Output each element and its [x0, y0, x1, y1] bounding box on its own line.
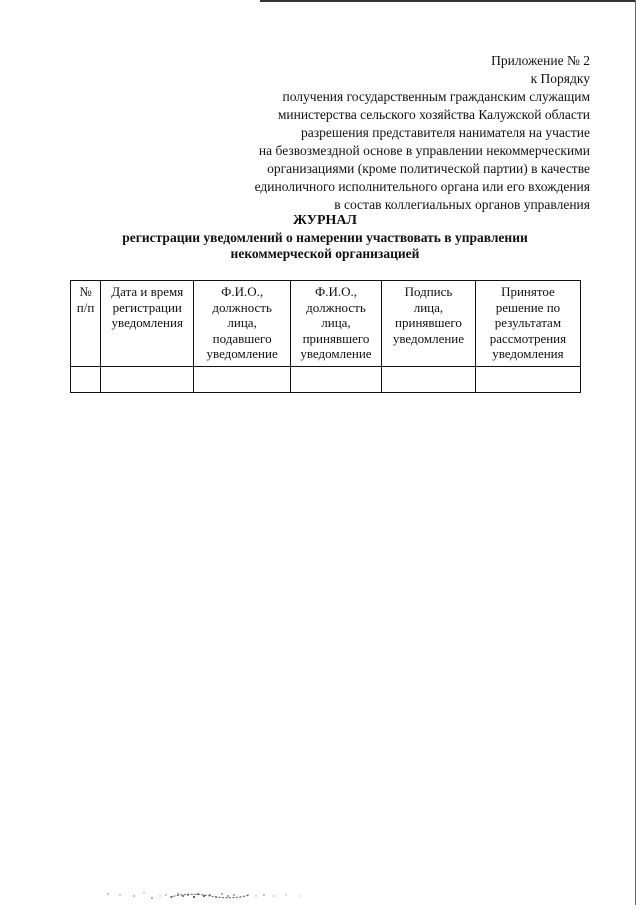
- header-text: Ф.И.О.,: [314, 284, 357, 299]
- header-text: Принятое: [501, 284, 555, 299]
- header-text: принявшего: [395, 315, 462, 330]
- header-text: уведомление: [300, 346, 372, 361]
- table-cell: [382, 366, 476, 392]
- header-text: лица,: [413, 299, 444, 315]
- header-text: лица,: [321, 315, 351, 330]
- header-line: разрешения представителя нанимателя на участие: [301, 125, 590, 140]
- header-text: подавшего: [212, 330, 272, 346]
- appendix-header: [170, 52, 590, 214]
- header-text: результатам: [494, 315, 562, 330]
- table-row: [71, 366, 581, 392]
- header-line: единоличного исполнительного органа или его вхождения: [254, 179, 590, 194]
- title-sub-line: некоммерческой организацией: [230, 246, 420, 261]
- scan-edge-top: [260, 0, 636, 2]
- title-main: ЖУРНАЛ: [293, 213, 357, 228]
- header-text: Подпись: [404, 284, 453, 299]
- header-text: №: [79, 284, 92, 299]
- header-text: п/п: [76, 299, 95, 315]
- column-header-submitter: [194, 281, 291, 367]
- table-cell: [194, 366, 291, 392]
- header-text: принявшего: [302, 330, 370, 346]
- header-line: к Порядку: [530, 71, 590, 86]
- column-header-signature: [382, 281, 476, 367]
- header-text: уведомление: [392, 330, 465, 346]
- journal-table: [70, 280, 581, 393]
- document-title: [70, 212, 580, 262]
- column-header-receiver: [290, 281, 381, 367]
- header-text: Ф.И.О.,: [221, 284, 264, 299]
- header-text: лица,: [227, 315, 257, 330]
- column-header-number: [71, 281, 101, 367]
- header-text: уведомление: [206, 346, 278, 361]
- header-text: Дата и время: [111, 284, 184, 299]
- header-line: Приложение № 2: [491, 53, 590, 68]
- title-sub-line: регистрации уведомлений о намерении участвовать в управлении: [122, 230, 528, 245]
- table-cell: [101, 366, 194, 392]
- column-header-date: [101, 281, 194, 367]
- scan-noise-artifact: [100, 880, 400, 910]
- table-cell: [290, 366, 381, 392]
- column-header-decision: [475, 281, 580, 367]
- header-text: должность: [306, 299, 366, 315]
- header-line: министерства сельского хозяйства Калужской области: [277, 107, 590, 122]
- header-text: регистрации: [112, 299, 182, 315]
- header-text: должность: [212, 299, 272, 315]
- header-line: организациями (кроме политической партии) в качестве: [267, 161, 590, 176]
- table-header-row: [71, 281, 581, 367]
- header-text: рассмотрения: [489, 330, 567, 346]
- header-text: решение по: [495, 299, 561, 315]
- table-cell: [71, 366, 101, 392]
- header-line: в состав коллегиальных органов управления: [334, 197, 590, 212]
- header-line: на безвозмездной основе в управлении некоммерческими: [258, 143, 590, 158]
- header-line: получения государственным гражданским служащим: [282, 89, 590, 104]
- header-text: уведомления: [111, 315, 183, 330]
- header-text: уведомления: [492, 346, 564, 361]
- table-cell: [475, 366, 580, 392]
